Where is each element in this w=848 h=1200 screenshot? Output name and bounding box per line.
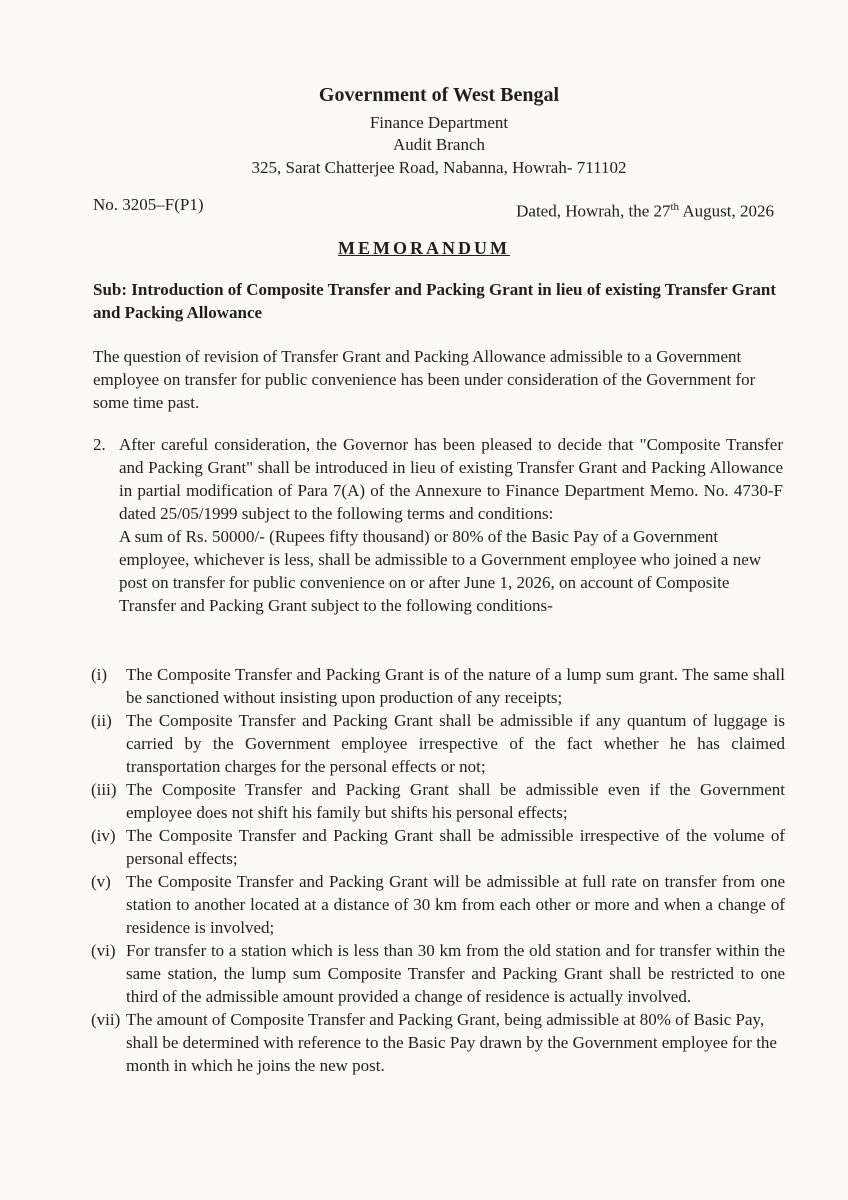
condition-item (91, 824, 785, 870)
condition-text: The amount of Composite Transfer and Packing Grant, being admissible at 80% of Basic Pay, shall be determined with reference to the Basic Pay drawn by the Government employee for the month in which he joins the new post. (126, 1010, 777, 1075)
memo-number: No. 3205–F(P1) (93, 195, 204, 214)
paragraph-2-text: After careful consideration, the Governor has been pleased to decide that "Composite Transfer and Packing Grant" shall be introduced in lieu of existing Transfer Grant and Packing Allowance in partial modification of Para 7(A) of the Annexure to Finance Department Memo. No. 4730-F dated 25/05/1999 subject to the following terms and conditions: (119, 435, 783, 523)
condition-text: The Composite Transfer and Packing Grant will be admissible at full rate on transfer from one station to another located at a distance of 30 km from each other or more and when a change of residence is involved; (126, 872, 785, 937)
condition-text: The Composite Transfer and Packing Grant shall be admissible even if the Government employee does not shift his family but shifts his personal effects; (126, 780, 785, 822)
condition-item (91, 663, 785, 709)
condition-label: (iii) (91, 780, 117, 799)
subject-line: Sub: Introduction of Composite Transfer and Packing Grant in lieu of existing Transfer Grant and Packing Allowance (93, 280, 777, 322)
conditions-list (91, 663, 785, 1077)
condition-item (91, 709, 785, 778)
condition-text: The Composite Transfer and Packing Grant shall be admissible irrespective of the volume of personal effects; (126, 826, 785, 868)
department-name: Finance Department (369, 113, 509, 132)
paragraph-number: 2. (93, 435, 106, 454)
condition-label: (v) (91, 872, 111, 891)
office-address: 325, Sarat Chatterjee Road, Nabanna, Howrah- 711102 (251, 158, 627, 177)
intro-paragraph: The question of revision of Transfer Grant and Packing Allowance admissible to a Government employee on transfer for public convenience has been under consideration of the Government for some time past. (93, 347, 756, 412)
condition-label: (i) (91, 665, 108, 684)
memo-date-suffix: August, 2026 (679, 201, 774, 221)
condition-text: The Composite Transfer and Packing Grant is of the nature of a lump sum grant. The same shall be sanctioned without insisting upon production of any receipts; (126, 665, 785, 707)
memo-date-sup: th (670, 201, 680, 213)
condition-label: (ii) (91, 711, 112, 730)
condition-label: (vi) (91, 941, 116, 960)
condition-item (91, 870, 785, 939)
condition-item (91, 778, 785, 824)
branch-name: Audit Branch (392, 135, 486, 154)
government-title: Government of West Bengal (318, 84, 560, 106)
condition-item (91, 939, 785, 1008)
condition-text: For transfer to a station which is less than 30 km from the old station and for transfer within the same station, the lump sum Composite Transfer and Packing Grant shall be restricted to one third of the admissible amount provided a change of residence is actually involved. (126, 941, 785, 1006)
memo-heading: MEMORANDUM (338, 238, 510, 258)
condition-label: (vii) (91, 1010, 121, 1029)
condition-label: (iv) (91, 826, 116, 845)
memo-date-prefix: Dated, Howrah, the 27 (516, 201, 671, 221)
condition-item (91, 1008, 785, 1077)
paragraph-2 (93, 433, 783, 617)
memo-date (516, 201, 774, 222)
paragraph-2-grant-text: A sum of Rs. 50000/- (Rupees fifty thousand) or 80% of the Basic Pay of a Government employee, whichever is less, shall be admissible to a Government employee who joined a new post on transfer for public convenience on or after June 1, 2026, on account of Composite Transfer and Packing Grant subject to the following conditions- (119, 527, 762, 615)
condition-text: The Composite Transfer and Packing Grant shall be admissible if any quantum of luggage is carried by the Government employee irrespective of the fact whether he has claimed transportation charges for the personal effects or not; (126, 711, 785, 776)
